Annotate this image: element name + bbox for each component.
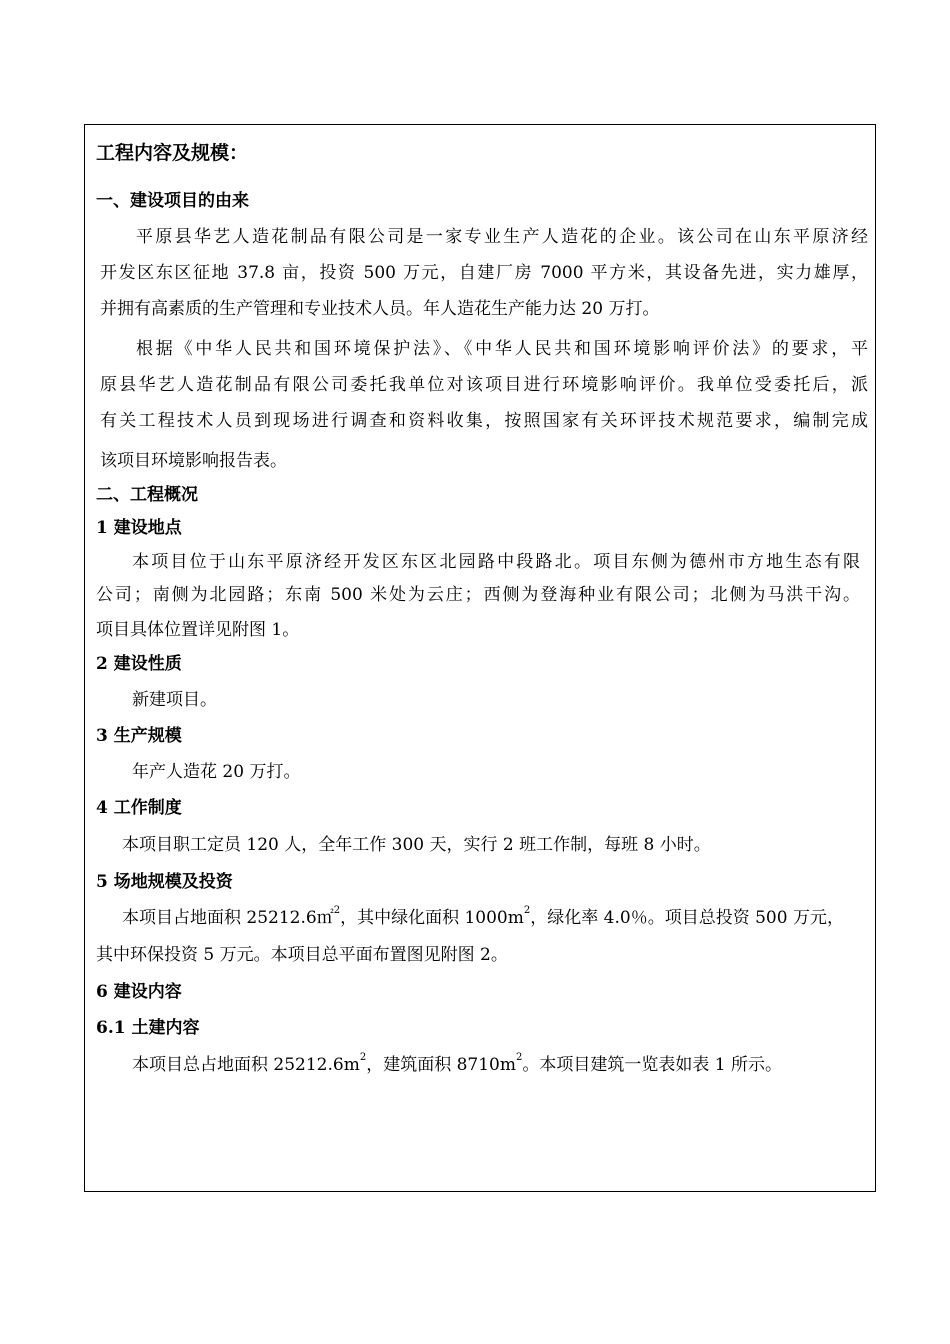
paragraph-line: 公司；南侧为北园路；东南 500 米处为云庄；西侧为登海种业有限公司；北侧为马洪干沟。 — [96, 585, 860, 605]
paragraph-line: 开发区东区征地 37.8 亩，投资 500 万元，自建厂房 7000 平方米，其设备先进，实力雄厚， — [100, 263, 868, 283]
page-title: 工程内容及规模： — [96, 142, 249, 164]
paragraph-line — [122, 907, 844, 929]
subheading-site-investment: 5 场地规模及投资 — [96, 872, 233, 892]
paragraph-line: 有关工程技术人员到现场进行调查和资料收集，按照国家有关环评技术规范要求，编制完成 — [100, 411, 868, 431]
paragraph-line — [132, 1054, 782, 1076]
superscript: 2 — [516, 1052, 523, 1063]
text-segment: ，建筑面积 8710m — [366, 1055, 516, 1075]
superscript: 2 — [333, 905, 341, 916]
text-segment: ，其中绿化面积 1000m — [340, 908, 524, 928]
paragraph-line: 年产人造花 20 万打。 — [132, 762, 301, 782]
subheading-civil-works: 6.1 土建内容 — [96, 1018, 200, 1038]
superscript: 2 — [359, 1052, 367, 1063]
paragraph-line: 其中环保投资 5 万元。本项目总平面布置图见附图 2。 — [96, 945, 508, 965]
subheading-location: 1 建设地点 — [96, 518, 182, 538]
text-segment: 本项目占地面积 25212.6㎡ — [122, 908, 334, 928]
paragraph-line: 项目具体位置详见附图 1。 — [96, 620, 300, 640]
paragraph-line: 本项目位于山东平原济经开发区东区北园路中段路北。项目东侧为德州市方地生态有限 — [132, 552, 860, 572]
paragraph-line: 该项目环境影响报告表。 — [100, 451, 287, 471]
subheading-construction: 6 建设内容 — [96, 982, 182, 1002]
section-heading-origin: 一、建设项目的由来 — [96, 191, 249, 211]
subheading-nature: 2 建设性质 — [96, 654, 182, 674]
text-segment: 。本项目建筑一览表如表 1 所示。 — [522, 1055, 782, 1075]
paragraph-line: 根据《中华人民共和国环境保护法》、《中华人民共和国环境影响评价法》的要求，平 — [136, 339, 868, 359]
paragraph-line: 本项目职工定员 120 人，全年工作 300 天，实行 2 班工作制，每班 8 小时。 — [122, 835, 711, 855]
paragraph-line: 原县华艺人造花制品有限公司委托我单位对该项目进行环境影响评价。我单位受委托后，派 — [100, 375, 868, 395]
paragraph-line: 平原县华艺人造花制品有限公司是一家专业生产人造花的企业。该公司在山东平原济经 — [136, 227, 868, 247]
text-segment: 本项目总占地面积 25212.6m — [132, 1055, 360, 1075]
paragraph-line: 并拥有高素质的生产管理和专业技术人员。年人造花生产能力达 20 万打。 — [100, 299, 660, 319]
subheading-work-system: 4 工作制度 — [96, 798, 182, 818]
section-heading-overview: 二、工程概况 — [96, 485, 198, 505]
subheading-scale: 3 生产规模 — [96, 726, 182, 746]
paragraph-line: 新建项目。 — [132, 690, 217, 710]
superscript: 2 — [523, 905, 531, 916]
text-segment: ，绿化率 4.0％。项目总投资 500 万元， — [530, 908, 844, 928]
